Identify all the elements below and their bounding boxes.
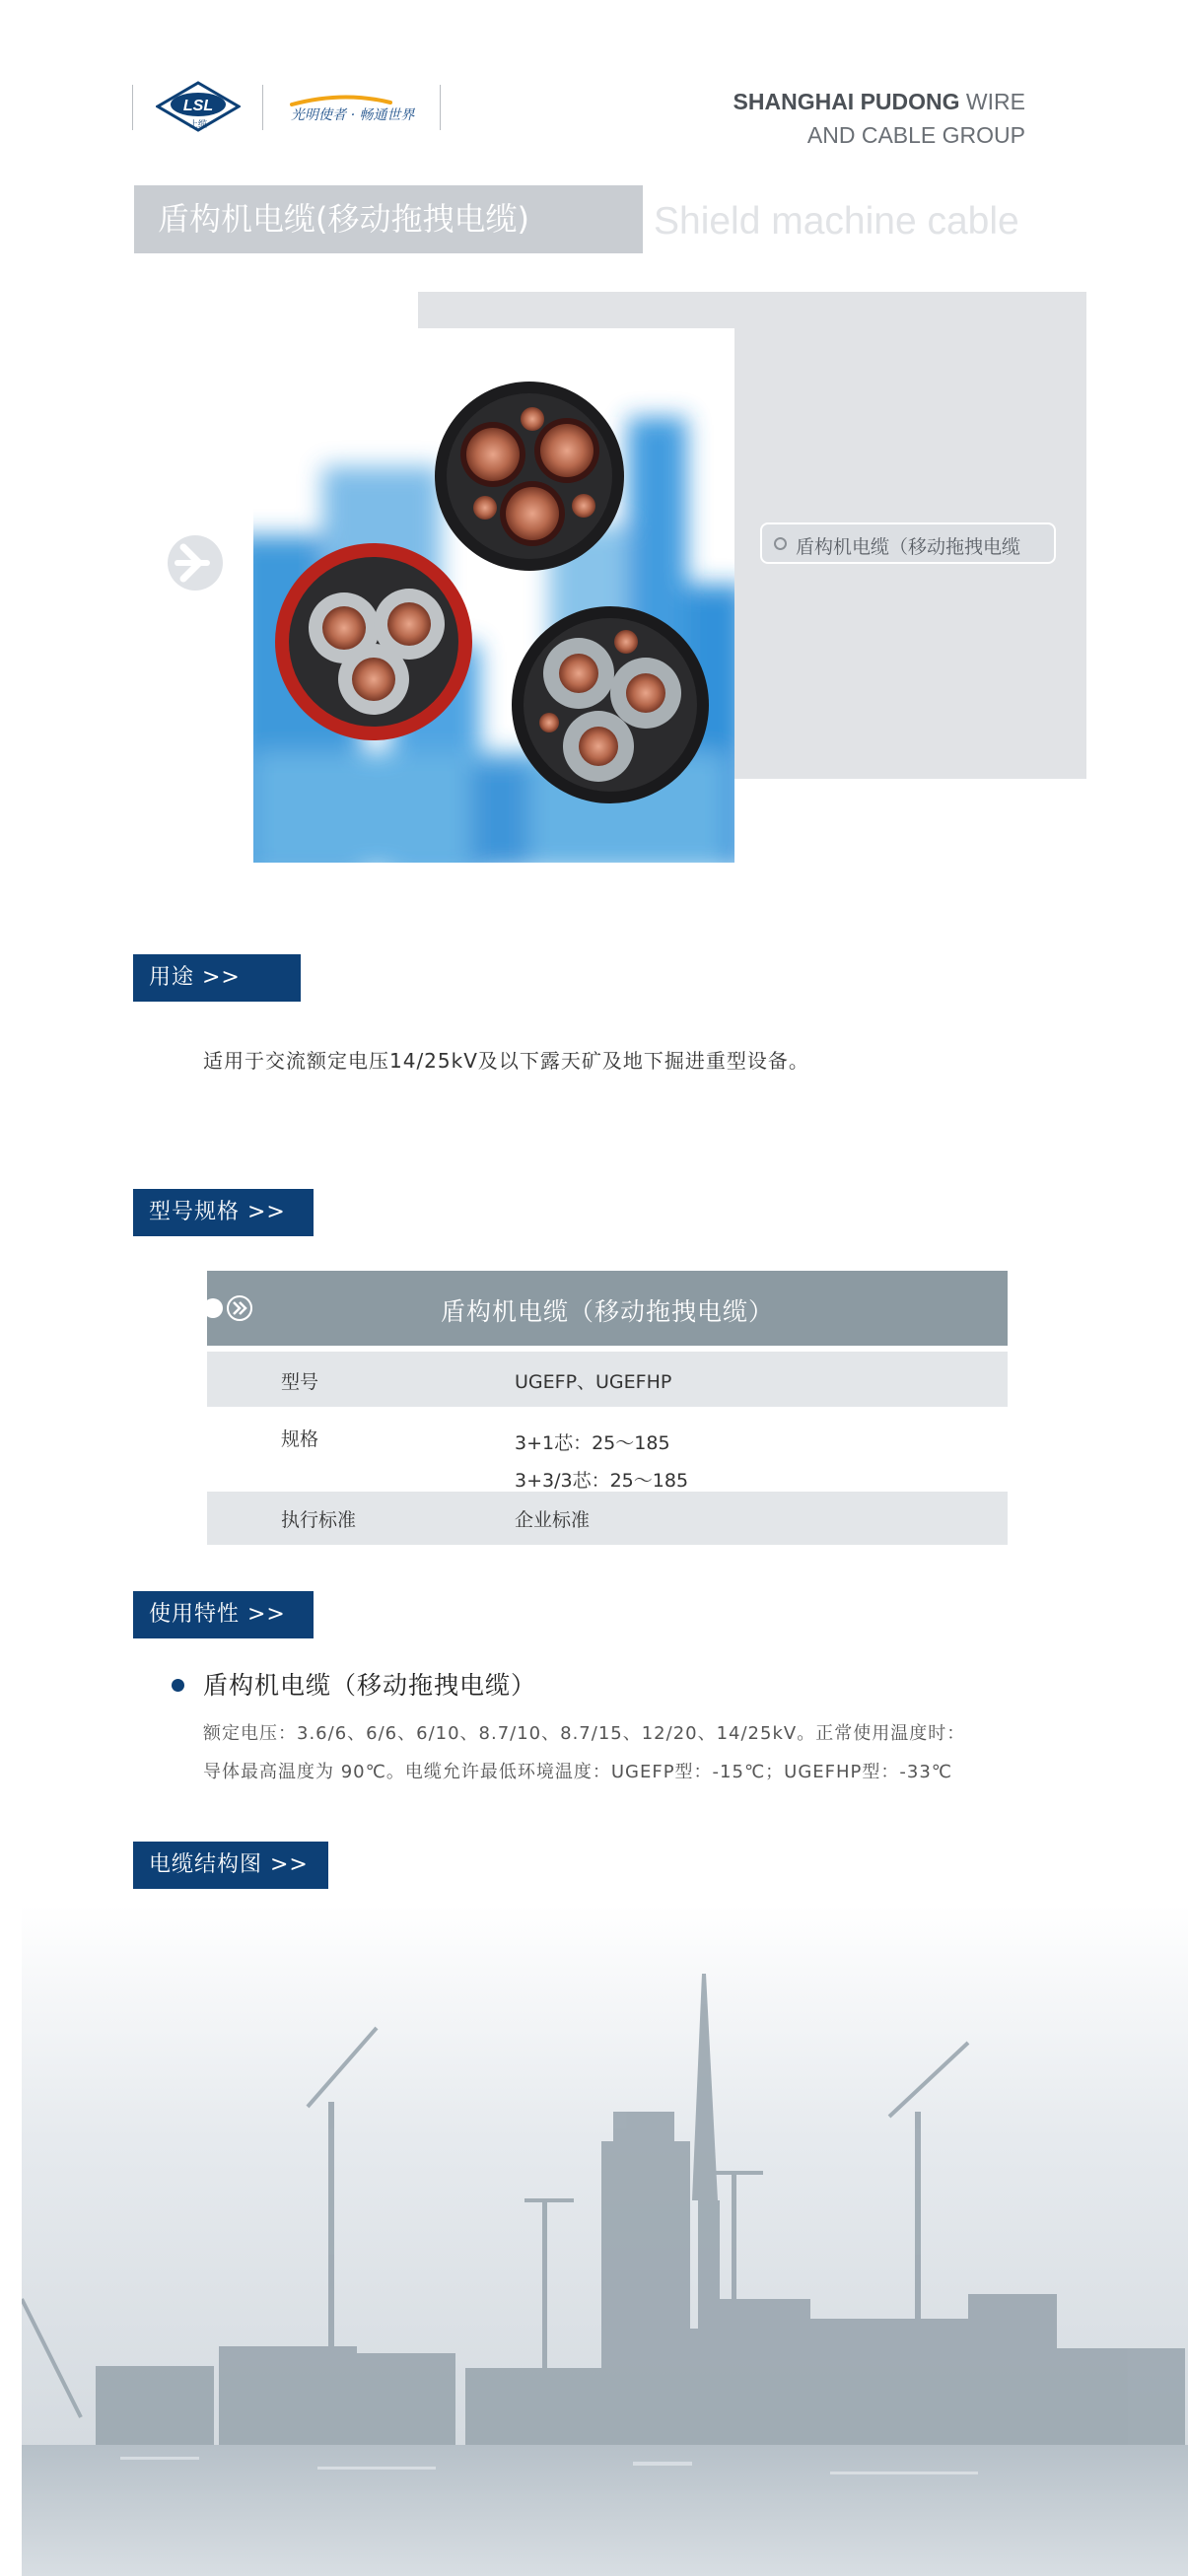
- header-divider: [132, 85, 133, 130]
- company-name: [734, 85, 1025, 152]
- cable-red-left: [275, 543, 472, 740]
- header-divider: [440, 85, 441, 130]
- company-name-bold: SHANGHAI PUDONG: [733, 89, 960, 114]
- table-row: [207, 1352, 1008, 1407]
- feature-line: 导体最高温度为 90℃。电缆允许最低环境温度：UGEFP型：-15℃；UGEFHP型：-33℃: [203, 1762, 953, 1782]
- cable-black-bottom: [512, 606, 709, 803]
- spec-table: [207, 1271, 1008, 1545]
- table-row: [207, 1492, 1008, 1545]
- header-divider: [262, 85, 263, 130]
- spec-value: [515, 1425, 688, 1499]
- city-skyline-image: [22, 1905, 1188, 2576]
- feature-line: 额定电压：3.6/6、6/6、6/10、8.7/10、8.7/15、12/20、14/25kV。正常使用温度时：: [203, 1723, 966, 1744]
- company-name-line2: AND CABLE GROUP: [806, 122, 1025, 148]
- spec-key: 执行标准: [281, 1509, 357, 1531]
- spec-table-title: 盾构机电缆（移动拖拽电缆）: [440, 1297, 774, 1326]
- product-tag-label: 盾构机电缆（移动拖拽电缆: [796, 536, 1021, 558]
- section-heading-spec: 型号规格 >>: [133, 1189, 314, 1236]
- feature-title: 盾构机电缆（移动拖拽电缆）: [203, 1671, 537, 1700]
- next-arrow-icon[interactable]: [166, 533, 225, 592]
- company-logo: [156, 81, 241, 136]
- spec-key: 型号: [281, 1371, 319, 1393]
- usage-description: 适用于交流额定电压14/25kV及以下露天矿及地下掘进重型设备。: [203, 1049, 809, 1073]
- cable-cross-sections-image: [253, 328, 734, 863]
- product-tag: [760, 522, 1056, 564]
- company-name-rest: WIRE: [959, 89, 1025, 114]
- spec-key: 规格: [281, 1428, 319, 1450]
- svg-text:LSL: LSL: [182, 98, 214, 114]
- section-heading-structure: 电缆结构图 >>: [133, 1842, 328, 1889]
- spec-value-line: 3+3/3芯：25～185: [515, 1470, 689, 1492]
- cable-black-top: [435, 382, 624, 571]
- section-heading-features: 使用特性 >>: [133, 1591, 314, 1638]
- slogan-text: 光明使者 · 畅通世界: [291, 107, 415, 123]
- spec-value-line: 3+1芯：25～185: [515, 1432, 670, 1454]
- page-title-english: Shield machine cable: [654, 200, 1019, 243]
- dot-bullet-icon: [172, 1679, 184, 1692]
- page-title: 盾构机电缆(移动拖拽电缆): [158, 200, 529, 238]
- section-heading-usage: 用途 >>: [133, 954, 301, 1002]
- spec-value: 企业标准: [515, 1509, 591, 1531]
- spec-table-header: [207, 1271, 1008, 1346]
- svg-text:上缆: 上缆: [188, 120, 208, 130]
- spec-value: UGEFP、UGEFHP: [515, 1371, 672, 1393]
- ring-bullet-icon: [774, 537, 787, 550]
- product-photo: [253, 328, 734, 863]
- table-row: [207, 1407, 1008, 1492]
